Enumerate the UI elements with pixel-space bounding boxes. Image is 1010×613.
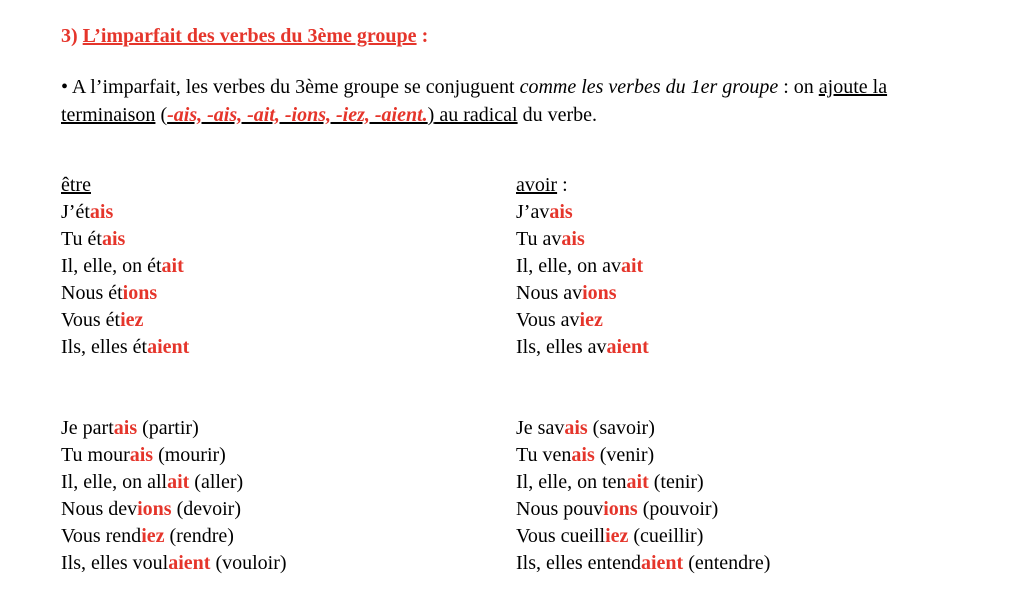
infinitive: (partir) xyxy=(137,417,199,439)
ending: ais xyxy=(561,228,585,250)
conjugation-row xyxy=(61,280,189,307)
ending: iez xyxy=(579,309,603,331)
examples-right xyxy=(516,415,770,577)
infinitive: (cueillir) xyxy=(628,525,704,547)
infinitive: (devoir) xyxy=(171,498,241,520)
stem: Vous av xyxy=(516,309,580,331)
intro-underlined: ajoute la terminaison xyxy=(61,76,888,126)
avoir-colon: : xyxy=(557,174,568,196)
ending: iez xyxy=(605,525,629,547)
avoir-conjugation xyxy=(516,172,649,361)
conjugation-row xyxy=(516,307,649,334)
ending: aient xyxy=(147,336,190,358)
conjugation-row xyxy=(516,253,649,280)
example-row xyxy=(516,469,770,496)
intro-endings: -ais, -ais, -ait, -ions, -iez, -aient. xyxy=(167,104,428,126)
ending: ions xyxy=(137,498,172,520)
intro-italic: comme les verbes du 1er groupe xyxy=(519,76,779,98)
stem: Tu ven xyxy=(516,444,572,466)
stem: Il, elle, on ten xyxy=(516,471,627,493)
intro-paren-open: ( xyxy=(155,104,168,126)
stem: Nous dev xyxy=(61,498,138,520)
ending: ait xyxy=(167,471,190,493)
infinitive: (tenir) xyxy=(648,471,704,493)
etre-title: être xyxy=(61,174,91,196)
ending: ions xyxy=(603,498,638,520)
infinitive: (entendre) xyxy=(683,552,771,574)
example-row xyxy=(516,550,770,577)
infinitive: (aller) xyxy=(189,471,244,493)
example-row xyxy=(61,415,287,442)
stem: Tu ét xyxy=(61,228,102,250)
stem: Il, elle, on av xyxy=(516,255,621,277)
ending: ais xyxy=(549,201,573,223)
ending: ais xyxy=(101,228,126,250)
intro-tail: du verbe. xyxy=(517,104,598,126)
stem: Il, elle, on all xyxy=(61,471,168,493)
conjugation-row xyxy=(61,199,189,226)
conjugation-row xyxy=(61,226,189,253)
stem: Ils, elles ét xyxy=(61,336,148,358)
conjugation-row xyxy=(516,280,649,307)
stem: Je part xyxy=(61,417,114,439)
infinitive: (venir) xyxy=(594,444,655,466)
stem: Nous ét xyxy=(61,282,123,304)
heading-colon: : xyxy=(416,25,429,47)
stem: Ils, elles av xyxy=(516,336,607,358)
stem: Tu av xyxy=(516,228,562,250)
examples-left xyxy=(61,415,287,577)
ending: iez xyxy=(120,309,144,331)
ending: aient xyxy=(640,552,684,574)
heading-number: 3) xyxy=(61,25,78,47)
stem: Nous av xyxy=(516,282,583,304)
infinitive: (rendre) xyxy=(164,525,234,547)
etre-title-row xyxy=(61,172,189,199)
example-row xyxy=(61,496,287,523)
ending: ions xyxy=(122,282,158,304)
ending: aient xyxy=(606,336,649,358)
ending: ais xyxy=(113,417,138,439)
conjugation-row xyxy=(516,334,649,361)
stem: Vous ét xyxy=(61,309,121,331)
example-row xyxy=(516,496,770,523)
ending: ait xyxy=(626,471,649,493)
example-row xyxy=(516,523,770,550)
ending: ais xyxy=(564,417,588,439)
stem: Il, elle, on ét xyxy=(61,255,162,277)
section-heading xyxy=(61,22,428,50)
infinitive: (mourir) xyxy=(153,444,226,466)
ending: iez xyxy=(141,525,165,547)
example-row xyxy=(61,523,287,550)
heading-title: L’imparfait des verbes du 3ème groupe xyxy=(82,25,417,47)
stem: Ils, elles entend xyxy=(516,552,641,574)
ending: ais xyxy=(89,201,114,223)
conjugation-row xyxy=(61,334,189,361)
intro-text-2: : on xyxy=(778,76,819,98)
stem: Tu mour xyxy=(61,444,130,466)
intro-text-1: A l’imparfait, les verbes du 3ème groupe se conjuguent xyxy=(68,76,520,98)
conjugation-row xyxy=(516,199,649,226)
example-row xyxy=(516,415,770,442)
stem: Vous cueill xyxy=(516,525,606,547)
stem: Nous pouv xyxy=(516,498,604,520)
avoir-title: avoir xyxy=(516,174,558,196)
conjugation-row xyxy=(61,307,189,334)
example-row xyxy=(516,442,770,469)
stem: Vous rend xyxy=(61,525,142,547)
conjugation-row xyxy=(61,253,189,280)
infinitive: (pouvoir) xyxy=(637,498,719,520)
infinitive: (vouloir) xyxy=(210,552,287,574)
stem: Je sav xyxy=(516,417,565,439)
example-row xyxy=(61,550,287,577)
intro-paren-close: ) xyxy=(427,104,435,126)
example-row xyxy=(61,442,287,469)
stem: J’av xyxy=(516,201,550,223)
ending: aient xyxy=(168,552,211,574)
bullet: • xyxy=(61,76,69,98)
example-row xyxy=(61,469,287,496)
conjugation-row xyxy=(516,226,649,253)
avoir-title-row xyxy=(516,172,649,199)
ending: ais xyxy=(129,444,154,466)
ending: ions xyxy=(582,282,617,304)
intro-paragraph xyxy=(61,73,961,129)
etre-conjugation xyxy=(61,172,189,361)
ending: ait xyxy=(620,255,644,277)
infinitive: (savoir) xyxy=(587,417,655,439)
stem: J’ét xyxy=(61,201,90,223)
intro-radical: au radical xyxy=(434,104,518,126)
ending: ais xyxy=(571,444,595,466)
stem: Ils, elles voul xyxy=(61,552,169,574)
ending: ait xyxy=(161,255,184,277)
